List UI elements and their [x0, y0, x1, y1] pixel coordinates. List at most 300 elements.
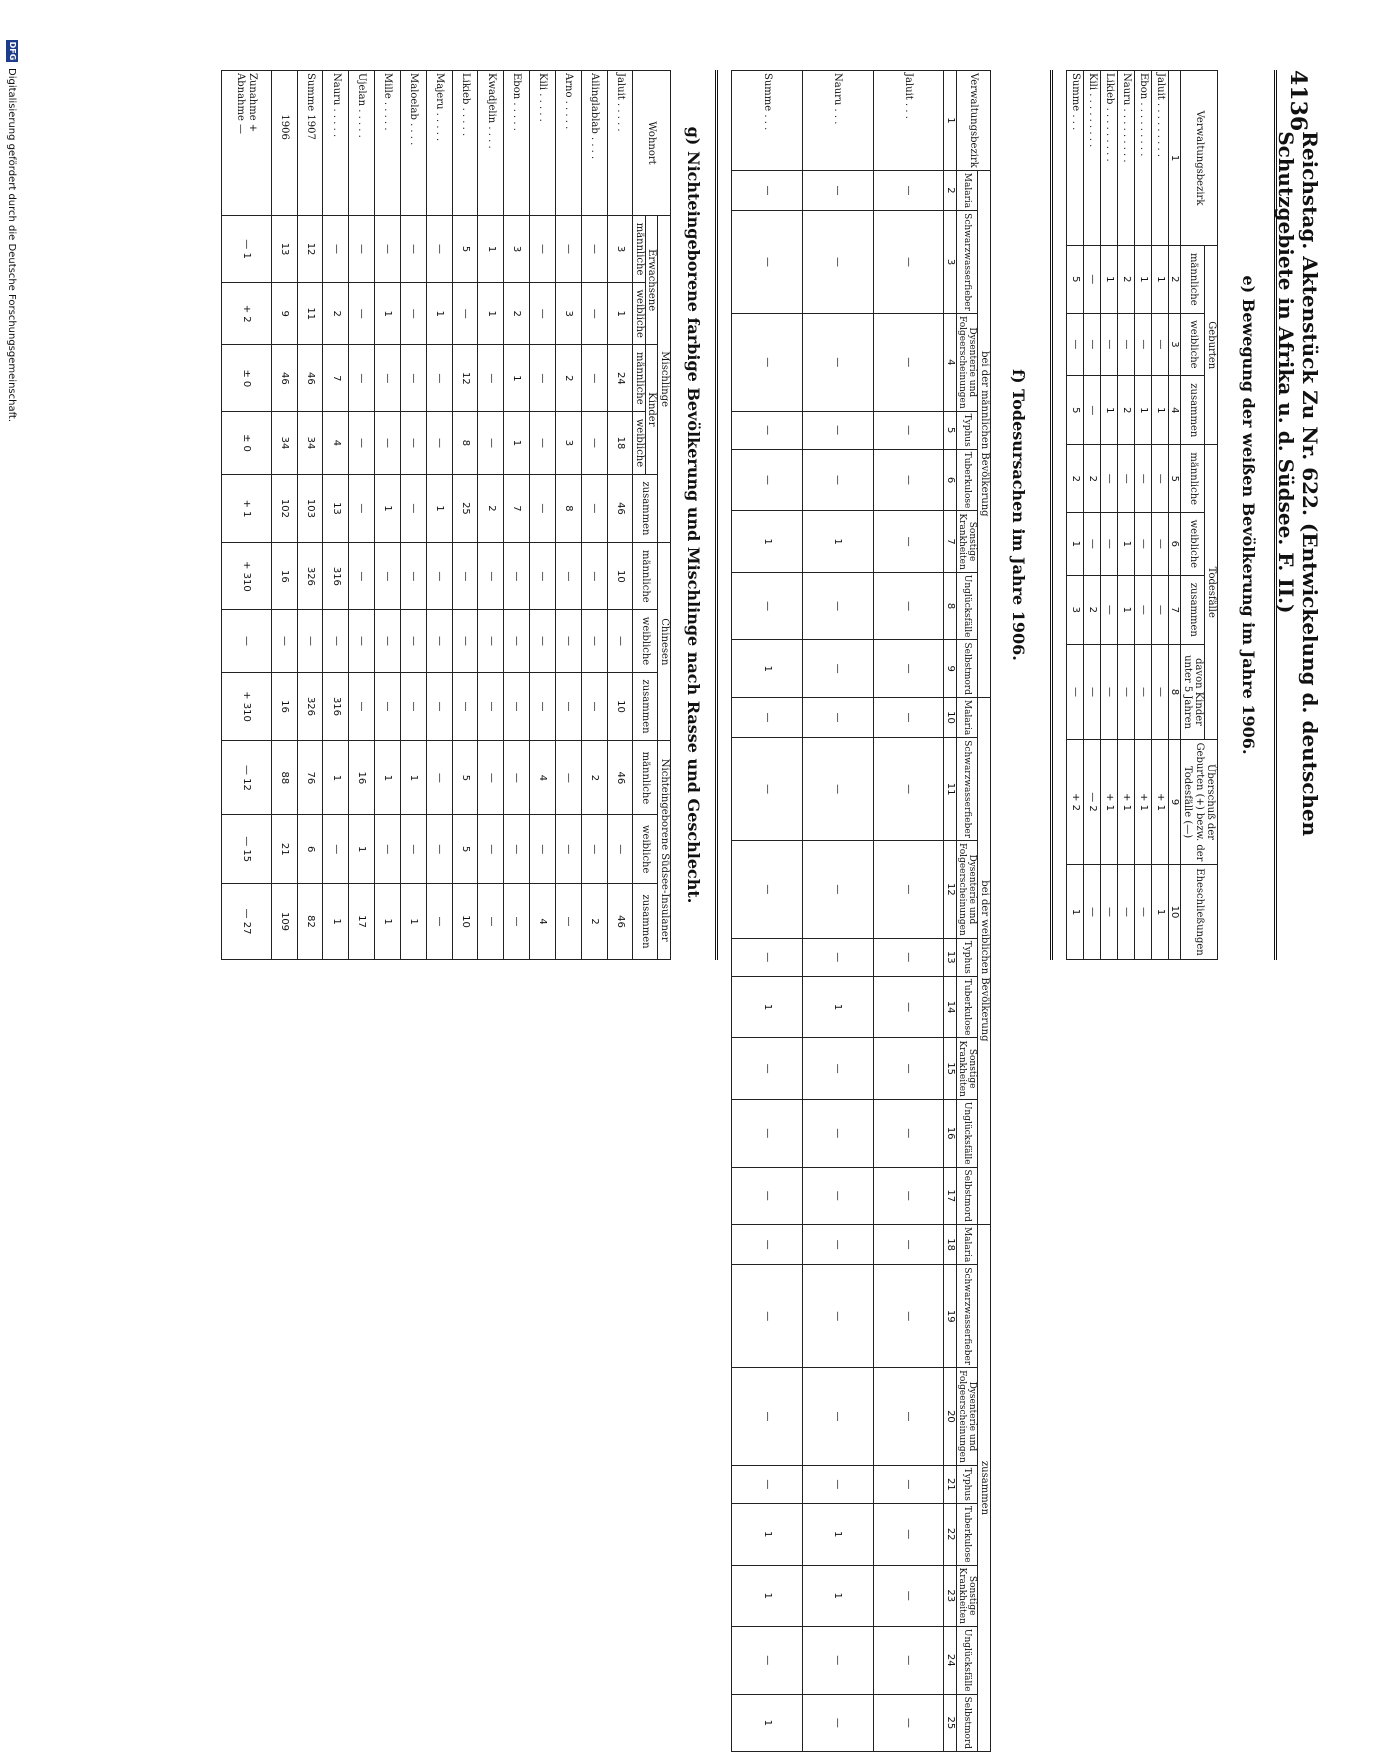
table-cell: — [426, 741, 452, 815]
table-cell: 1 [426, 474, 452, 543]
table-cell: 1 [1152, 865, 1169, 960]
delta-row [222, 71, 272, 960]
table-row [1067, 71, 1084, 960]
table-cell: 4 [530, 884, 556, 960]
col-header-mischlinge: Mischlinge [658, 216, 671, 543]
sum-label [271, 71, 297, 216]
table-cell: + 1 [1152, 740, 1169, 865]
table-cell: — [426, 412, 452, 474]
table-cell: — [323, 815, 349, 884]
table-colored-population [221, 70, 671, 960]
table-cell: — [375, 345, 401, 412]
table-cell: 46 [607, 474, 633, 543]
row-label: Nauru . . . . . [323, 71, 349, 216]
col-header-tod-m: männliche [1181, 445, 1205, 513]
table-cell: — [802, 697, 873, 737]
table-cell: — [1118, 865, 1135, 960]
table-cell: 7 [323, 345, 349, 412]
col-header-cause: Unglücksfälle [956, 572, 978, 640]
table-cell: — [504, 543, 530, 610]
table-cell: — [400, 345, 426, 412]
table-cell: 1 [400, 741, 426, 815]
table-row [1084, 71, 1101, 960]
table-cell: 5 [452, 741, 478, 815]
table-row [555, 71, 581, 960]
col-header-ueberschuss: Überschuß der Geburten (+) bezw. der Todesfälle (—) [1181, 740, 1218, 865]
table-cell: — [555, 884, 581, 960]
table-cell: 1 [375, 884, 401, 960]
table-cell: — [873, 411, 944, 449]
table-cell: — [873, 1038, 944, 1099]
column-number: 9 [944, 640, 957, 697]
table-cell: — [873, 976, 944, 1038]
table-cell: 16 [349, 741, 375, 815]
table-cell: — [1067, 313, 1084, 376]
col-header-tod-w: weibliche [1181, 513, 1205, 576]
table-cell: — [1084, 246, 1101, 314]
col-header-cause: Schwarzwasserfieber [956, 1265, 978, 1368]
row-label: Ebon . . . . . . . . . [1135, 71, 1152, 246]
table-cell: — [732, 841, 803, 939]
col-header-cause: Schwarzwasserfieber [956, 738, 978, 841]
page-header [1274, 70, 1322, 960]
table-cell: 82 [297, 884, 323, 960]
table-cell: — [873, 449, 944, 511]
col-header-cause: Selbstmord [956, 1167, 978, 1224]
table-cell: 2 [1084, 575, 1101, 644]
table-cell: 10 [607, 543, 633, 610]
table-cell: — [732, 1265, 803, 1368]
table-cell: — [555, 672, 581, 741]
table-cell: — [1118, 645, 1135, 740]
table-cell: 1 [375, 283, 401, 345]
col-header-cause: Sonstige Krankheiten [956, 511, 978, 572]
table-cell: — [530, 610, 556, 672]
row-label: Kili . . . . . . . . . [1084, 71, 1101, 246]
row-label: Jaluit . . . [873, 71, 944, 171]
table-cell: — [1135, 865, 1152, 960]
table-cell: — [732, 211, 803, 314]
table-cell: — [349, 543, 375, 610]
table-cell: — [873, 511, 944, 572]
table-row [504, 71, 530, 960]
table-cell: — [478, 345, 504, 412]
table-cell: — [478, 741, 504, 815]
table-cell: — [873, 697, 944, 737]
table-cell: — [1084, 513, 1101, 576]
sum-year: 1906 [278, 114, 290, 140]
column-number: 5 [1169, 445, 1182, 513]
table-cell: 8 [555, 474, 581, 543]
table-cell: — [873, 738, 944, 841]
table-cell: — [478, 884, 504, 960]
row-label: Ebon . . . . . [504, 71, 530, 216]
table-cell: 7 [504, 474, 530, 543]
column-number: 4 [944, 313, 957, 411]
table-cell: 88 [271, 741, 297, 815]
table-cell: — [1135, 445, 1152, 513]
column-number: 6 [944, 449, 957, 511]
table-cell: — [1101, 445, 1118, 513]
table-cell: 1 [1101, 376, 1118, 445]
table-cell: — [1118, 313, 1135, 376]
col-header-erw-w: weibliche [633, 283, 646, 345]
table-cell: — [873, 1626, 944, 1694]
table-cell: 1 [732, 1565, 803, 1626]
column-number: 16 [944, 1099, 957, 1167]
table-cell: — [732, 1224, 803, 1264]
table-cell: — [873, 938, 944, 976]
table-row [732, 71, 803, 1752]
credit-text: Digitalisierung gefördert durch die Deutsche Forschungsgemeinschaft. [6, 68, 18, 423]
col-header-chin-m: männliche [633, 543, 658, 610]
row-label: Kili . . . . . [530, 71, 556, 216]
column-number: 19 [944, 1265, 957, 1368]
sum-year: 1907 [304, 114, 316, 140]
col-header-nein-w: weibliche [633, 815, 658, 884]
table-cell: — [802, 1368, 873, 1466]
table-cell: — [478, 610, 504, 672]
table-cell: — [873, 1694, 944, 1751]
table-cell: 46 [297, 345, 323, 412]
table-cell: — [426, 543, 452, 610]
table-cell: — [732, 313, 803, 411]
table-cell: — [400, 672, 426, 741]
column-number: 1 [944, 71, 957, 171]
table-cell: — [1135, 575, 1152, 644]
table-row [426, 71, 452, 960]
table-cell: 3 [607, 216, 633, 283]
col-header-cause: Unglücksfälle [956, 1099, 978, 1167]
table-cell: — [873, 841, 944, 939]
table-cell: 46 [271, 345, 297, 412]
table-cell: + 310 [222, 672, 272, 741]
table-cell: — [530, 815, 556, 884]
col-header-cause: Dysenterie und Folgeerscheinungen [956, 841, 978, 939]
table-cell: — [802, 640, 873, 697]
col-header-eheschliessungen: Eheschließungen [1181, 865, 1218, 960]
table-cell: 1 [802, 1503, 873, 1565]
table-cell: — [530, 345, 556, 412]
table-row [400, 71, 426, 960]
table-cell: 1 [1067, 513, 1084, 576]
table-cell: — [530, 412, 556, 474]
table-cell: 1 [1101, 246, 1118, 314]
table-row [375, 71, 401, 960]
col-header-kinder: davon Kinder unter 5 Jahren [1181, 645, 1205, 740]
table-cell: 4 [530, 741, 556, 815]
table-cell: 1 [323, 741, 349, 815]
column-number: 2 [1169, 246, 1182, 314]
table-row [873, 71, 944, 1752]
table-cell: 24 [607, 345, 633, 412]
table-cell: — [1101, 865, 1118, 960]
column-number: 7 [944, 511, 957, 572]
table-cell: — [1152, 645, 1169, 740]
delta-label-decrease: Abnahme — [235, 73, 247, 135]
table-cell: — [504, 741, 530, 815]
table-cell: 1 [732, 976, 803, 1038]
column-number: 9 [1169, 740, 1182, 865]
table-cell: — [802, 1465, 873, 1503]
table-cell: — [530, 474, 556, 543]
column-number: 11 [944, 738, 957, 841]
col-header-bezirk: Verwaltungsbezirk [956, 71, 990, 171]
row-label: Majeru . . . . . [426, 71, 452, 216]
table-cell: + 2 [1067, 740, 1084, 865]
table-cell: — [1135, 313, 1152, 376]
table-cell: 17 [349, 884, 375, 960]
row-label: Likieb . . . . . . . . . [1101, 71, 1118, 246]
table-cell: 316 [323, 543, 349, 610]
section-f-title: f) Todesursachen im Jahre 1906. [1009, 369, 1028, 661]
table-cell: — [426, 815, 452, 884]
table-cell: — [802, 1694, 873, 1751]
table-cell: — [802, 572, 873, 640]
table-cell: — [1135, 645, 1152, 740]
table-cell: + 1 [1135, 740, 1152, 865]
table-cell: 16 [271, 543, 297, 610]
table-cell: — [802, 738, 873, 841]
table-cell: — [732, 1038, 803, 1099]
table-cell: 103 [297, 474, 323, 543]
table-cell: — [478, 815, 504, 884]
table-cell: — [1101, 645, 1118, 740]
table-cell: — [426, 610, 452, 672]
col-header-cause: Unglücksfälle [956, 1626, 978, 1694]
table-cell: — [732, 411, 803, 449]
table-cell: — [802, 1265, 873, 1368]
table-cell: 21 [271, 815, 297, 884]
col-header-group: bei der männlichen Bevölkerung [978, 170, 991, 697]
col-header-geb-z: zusammen [1181, 376, 1205, 445]
table-cell: — [375, 672, 401, 741]
table-cell: — [555, 815, 581, 884]
table-cell: — [297, 610, 323, 672]
col-header-chinesen: Chinesen [658, 543, 671, 741]
table-cell: — [802, 938, 873, 976]
table-cell: — [732, 1167, 803, 1224]
col-header-group: bei der weiblichen Bevölkerung [978, 697, 991, 1224]
col-header-erwachsene: Erwachsene [646, 216, 659, 345]
table-cell: — [452, 283, 478, 345]
table-cell: — [426, 345, 452, 412]
table-cell: 5 [452, 815, 478, 884]
row-label: Summe . . . [732, 71, 803, 171]
table-cell: 2 [504, 283, 530, 345]
page-title: Reichstag. Aktenstück Zu Nr. 622. (Entwickelung d. deutschen Schutzgebiete in Afrika u. d. Südsee. F. II.) [1274, 131, 1322, 837]
dfg-logo: DFG [8, 41, 17, 61]
row-label: Ujelan . . . . . [349, 71, 375, 216]
table-cell: 2 [478, 474, 504, 543]
table-cell: — [1152, 513, 1169, 576]
table-row [530, 71, 556, 960]
column-number: 3 [944, 211, 957, 314]
table-cell: — [1101, 513, 1118, 576]
page-number: 4136 [1285, 70, 1311, 132]
table-cell: — [530, 543, 556, 610]
table-cell: 3 [555, 283, 581, 345]
table-cell: — [1084, 865, 1101, 960]
table-cell: — [426, 672, 452, 741]
table-cell: — [873, 313, 944, 411]
table-cell: 1 [802, 1565, 873, 1626]
table-cell: — [400, 412, 426, 474]
column-number: 18 [944, 1224, 957, 1264]
col-header-geburten: Geburten [1205, 246, 1218, 445]
column-number: 15 [944, 1038, 957, 1099]
col-header-cause: Dysenterie und Folgeerscheinungen [956, 313, 978, 411]
table-cell: — [271, 610, 297, 672]
table-cell: — [1135, 513, 1152, 576]
table-cell: 12 [452, 345, 478, 412]
table-cell: 326 [297, 543, 323, 610]
column-number: 2 [944, 170, 957, 210]
table-cell: 34 [271, 412, 297, 474]
column-number: 10 [1169, 865, 1182, 960]
table-cell: — [732, 449, 803, 511]
table-cell: + 1 [1118, 740, 1135, 865]
table-cell: 1 [1135, 246, 1152, 314]
table-cell: 16 [271, 672, 297, 741]
table-cell: 316 [323, 672, 349, 741]
table-cell: + 1 [1101, 740, 1118, 865]
table-cell: 1 [732, 640, 803, 697]
table-cell: — 2 [1084, 740, 1101, 865]
table-cell: — [581, 543, 607, 610]
table-row [323, 71, 349, 960]
column-number-row [944, 71, 957, 1752]
table-cell: — [802, 211, 873, 314]
section-divider [1050, 70, 1053, 960]
col-header-wohnort: Wohnort [633, 71, 671, 216]
table-cell: — [802, 313, 873, 411]
table-cell: 5 [452, 216, 478, 283]
table-cell: 1 [1152, 246, 1169, 314]
col-header-nein-m: männliche [633, 741, 658, 815]
table-cell: 2 [581, 884, 607, 960]
table-cell: — [802, 841, 873, 939]
table-cell: 109 [271, 884, 297, 960]
table-row [581, 71, 607, 960]
table-cell: 2 [1067, 445, 1084, 513]
table-cell: — [732, 1368, 803, 1466]
table-cell: 1 [375, 741, 401, 815]
table-cell: — [555, 741, 581, 815]
row-label: Likieb . . . . . [452, 71, 478, 216]
table-cell: — [802, 1038, 873, 1099]
col-header-cause: Tuberkulose [956, 1503, 978, 1565]
column-number: 14 [944, 976, 957, 1038]
column-number: 4 [1169, 376, 1182, 445]
col-header-geb-w: weibliche [1181, 313, 1205, 376]
col-header-kinder: Kinder [646, 345, 659, 474]
col-header-kind-w: weibliche [633, 412, 646, 474]
column-number: 25 [944, 1694, 957, 1751]
column-number: 22 [944, 1503, 957, 1565]
col-header-todesfaelle: Todesfälle [1205, 445, 1218, 740]
column-number: 3 [1169, 313, 1182, 376]
table-cell: 25 [452, 474, 478, 543]
col-header-cause: Dysenterie und Folgeerscheinungen [956, 1368, 978, 1466]
table-cell: — [478, 672, 504, 741]
table-cell: 9 [271, 283, 297, 345]
table-cell: — [478, 543, 504, 610]
table-cell: — 27 [222, 884, 272, 960]
column-number: 12 [944, 841, 957, 939]
table-cell: — [581, 345, 607, 412]
table-cell: — [400, 474, 426, 543]
table-cell: 13 [271, 216, 297, 283]
column-number-row [1169, 71, 1182, 960]
digitization-credit [6, 40, 18, 1000]
table-cell: 2 [1084, 445, 1101, 513]
table-cell: — [1101, 575, 1118, 644]
row-label: Kwadjelin . . . . [478, 71, 504, 216]
table-cell: — [349, 412, 375, 474]
col-header-cause: Sonstige Krankheiten [956, 1038, 978, 1099]
sum-label-text: Summe [304, 73, 316, 112]
table-cell: 76 [297, 741, 323, 815]
table-row [607, 71, 633, 960]
table-cell: — [400, 543, 426, 610]
table-cell: — [400, 283, 426, 345]
table-cell: 1 [1135, 376, 1152, 445]
row-label: Jaluit . . . . . . . . . [1152, 71, 1169, 246]
table-cell: 1 [732, 511, 803, 572]
table-cell: — [400, 610, 426, 672]
table-cell: 46 [607, 884, 633, 960]
col-header-chin-z: zusammen [633, 672, 658, 741]
table-cell: — [732, 1099, 803, 1167]
col-header-nein-z: zusammen [633, 884, 658, 960]
table-cell: 3 [555, 412, 581, 474]
table-cell: — [581, 474, 607, 543]
table-cell: — [504, 815, 530, 884]
table-cell: — [802, 411, 873, 449]
table-cell: — [581, 216, 607, 283]
table-cell: — [1084, 645, 1101, 740]
table-cell: — [802, 1224, 873, 1264]
column-number: 7 [1169, 575, 1182, 644]
table-cell: 1 [1067, 865, 1084, 960]
table-cell: — [873, 572, 944, 640]
col-header-group: zusammen [978, 1224, 991, 1751]
table-cell: — [1152, 313, 1169, 376]
section-g-title: g) Nichteingeborene farbige Bevölkerung und Mischlinge nach Rasse und Geschlecht. [684, 126, 703, 904]
table-cell: — [323, 216, 349, 283]
table-cell: — [732, 697, 803, 737]
sum-row [271, 71, 297, 960]
table-row [1152, 71, 1169, 960]
table-cell: — [504, 610, 530, 672]
table-cell: 2 [1118, 376, 1135, 445]
table-row [452, 71, 478, 960]
table-cell: 1 [1118, 575, 1135, 644]
table-cell: — [607, 610, 633, 672]
table-cell: 1 [802, 976, 873, 1038]
table-cell: 1 [732, 1503, 803, 1565]
table-cell: 1 [1152, 376, 1169, 445]
table-cell: — [581, 672, 607, 741]
table-cell: — [802, 1167, 873, 1224]
table-row [802, 71, 873, 1752]
table-cell: — [555, 543, 581, 610]
table-cell: — [802, 1626, 873, 1694]
table-cell: — [732, 170, 803, 210]
table-cell: — [530, 672, 556, 741]
table-cell: — [530, 216, 556, 283]
